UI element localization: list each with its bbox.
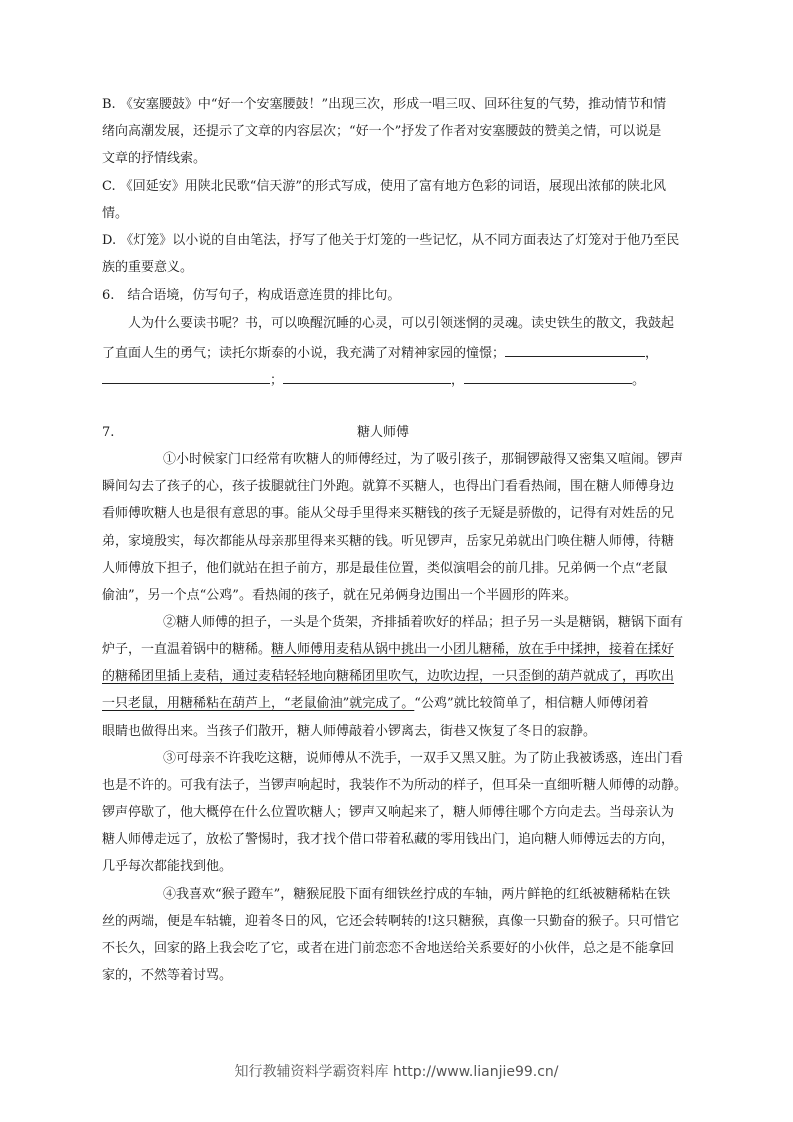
para4-line-1: ④我喜欢“猴子蹬车”，糖猴屁股下面有细铁丝拧成的车轴，两片鲜艳的红纸被糖稀粘在铁 [163, 887, 671, 902]
para3-line-3: 锣声停歇了，他大概停在什么位置吹糖人；锣声又响起来了，糖人师傅往哪个方向走去。当母亲认为 [102, 805, 675, 820]
option-d-line-2: 族的重要意义。 [102, 260, 194, 275]
q7-title: 糖人师傅 [357, 425, 410, 440]
answer-blank-4[interactable] [464, 368, 632, 384]
answer-blank-2[interactable] [102, 368, 270, 384]
para1-line-5: 人师傅放下担子，他们就站在担子前方，那是最佳位置，类似演唱会的前几排。兄弟俩一个点“老鼠 [102, 561, 668, 576]
para1-line-2: 瞬间勾去了孩子的心，孩子拔腿就往门外跑。就算不买糖人，也得出门看看热闹，围在糖人师傅身边 [102, 479, 675, 494]
punct-comma: ， [645, 346, 659, 361]
q6-answer-line [102, 368, 645, 388]
para1-line-3: 看师傅吹糖人也是很有意思的事。能从父母手里得来买糖钱的孩子无疑是骄傲的，记得有对姓岳的兄 [102, 506, 675, 521]
para2-line-2 [102, 640, 674, 660]
q6-passage-line-1: 人为什么要读书呢？书，可以唤醒沉睡的心灵，可以引领迷惘的灵魂。读史铁生的散文，我鼓起 [128, 316, 675, 331]
option-b-line-2: 绪向高潮发展，还提示了文章的内容层次；“好一个”抒发了作者对安塞腰鼓的赞美之情，可以说是 [102, 124, 662, 139]
para2-line-5: 眼睛也做得出来。当孩子们散开，糖人师傅敲着小锣离去，街巷又恢复了冬日的寂静。 [102, 724, 597, 739]
para1-line-4: 弟，家境殷实，每次都能从母亲那里得来买糖的钱。听见锣声，岳家兄弟就出门唤住糖人师傅，待糖 [102, 534, 675, 549]
para3-line-5: 几乎每次都能找到他。 [102, 859, 233, 874]
option-b-line-1: B. 《安塞腰鼓》中“好一个安塞腰鼓！”出现三次，形成一唱三叹、回环往复的气势，推动情节和情 [102, 97, 667, 112]
punct-comma-2: ， [451, 373, 465, 388]
para3-line-2: 也是不许的。可我有法子，当锣声响起时，我装作不为所动的样子，但耳朵一直细听糖人师傅的动静。 [102, 778, 688, 793]
para3-line-1: ③可母亲不许我吃这糖，说师傅从不洗手，一双手又黑又脏。为了防止我被诱惑，连出门看 [163, 751, 684, 766]
para4-line-2: 丝的两端，便是车轱辘，迎着冬日的风，它还会转啊转的!这只糖猴，真像一只勤奋的猴子。只可惜它 [102, 914, 680, 929]
q6-passage-text: 了直面人生的勇气；读托尔斯泰的小说，我充满了对精神家园的憧憬； [102, 346, 506, 361]
underlined-sentence: 糖人师傅用麦秸从锅中挑出一小团儿糖稀，放在手中揉抻，接着在揉好 [271, 642, 675, 657]
q7-number: 7. [102, 425, 115, 440]
q6-passage-line-2 [102, 341, 658, 361]
para2-line-4 [102, 694, 649, 714]
para2-line-3 [102, 667, 674, 687]
option-d-line-1: D. 《灯笼》以小说的自由笔法，抒写了他关于灯笼的一些记忆，从不同方面表达了灯笼对于他乃至民 [102, 233, 680, 248]
para4-line-3: 不长久，回家的路上我会吃了它，或者在进门前恋恋不舍地送给关系要好的小伙伴，总之是不能拿回 [102, 941, 675, 956]
answer-blank-3[interactable] [283, 368, 451, 384]
answer-blank-1[interactable] [505, 341, 645, 357]
option-c-line-2: 情。 [102, 206, 129, 221]
underlined-sentence: 的糖稀团里插上麦秸，通过麦秸轻轻地向糖稀团里吹气，边吹边捏，一只歪倒的葫芦就成了，再吹出 [102, 669, 675, 684]
para1-line-1: ①小时候家门口经常有吹糖人的师傅经过，为了吸引孩子，那铜锣敲得又密集又喧闹。锣声 [163, 452, 684, 467]
underlined-sentence: 一只老鼠，用糖稀粘在葫芦上，“老鼠偷油”就完成了。 [102, 696, 415, 711]
para2-text: 炉子，一直温着锅中的糖稀。 [102, 642, 272, 657]
para2-line-1: ②糖人师傅的担子，一头是个货架，齐排插着吹好的样品；担子另一头是糖锅，糖锅下面有 [163, 615, 684, 630]
para3-line-4: 糖人师傅走远了，放松了警惕时，我才找个借口带着私藏的零用钱出门，追向糖人师傅远去的方向， [102, 832, 675, 847]
para1-line-6: 偷油”，另一个点“公鸡”。看热闹的孩子，就在兄弟俩身边围出一个半圆形的阵来。 [102, 588, 577, 603]
para2-text: “公鸡”就比较简单了，相信糖人师傅闭着 [414, 696, 649, 711]
q6-stem: 6. 结合语境，仿写句子，构成语意连贯的排比句。 [102, 288, 401, 303]
punct-semicolon: ； [270, 373, 284, 388]
page-footer: 知行教辅资料学霸资料库 http://www.lianjie99.cn/ [234, 1064, 559, 1080]
punct-period: 。 [632, 373, 646, 388]
para4-line-4: 家的，不然等着讨骂。 [102, 968, 233, 983]
option-b-line-3: 文章的抒情线索。 [102, 151, 207, 166]
option-c-line-1: C. 《回延安》用陕北民歌“信天游”的形式写成，使用了富有地方色彩的词语，展现出浓郁的陕北风 [102, 179, 667, 194]
